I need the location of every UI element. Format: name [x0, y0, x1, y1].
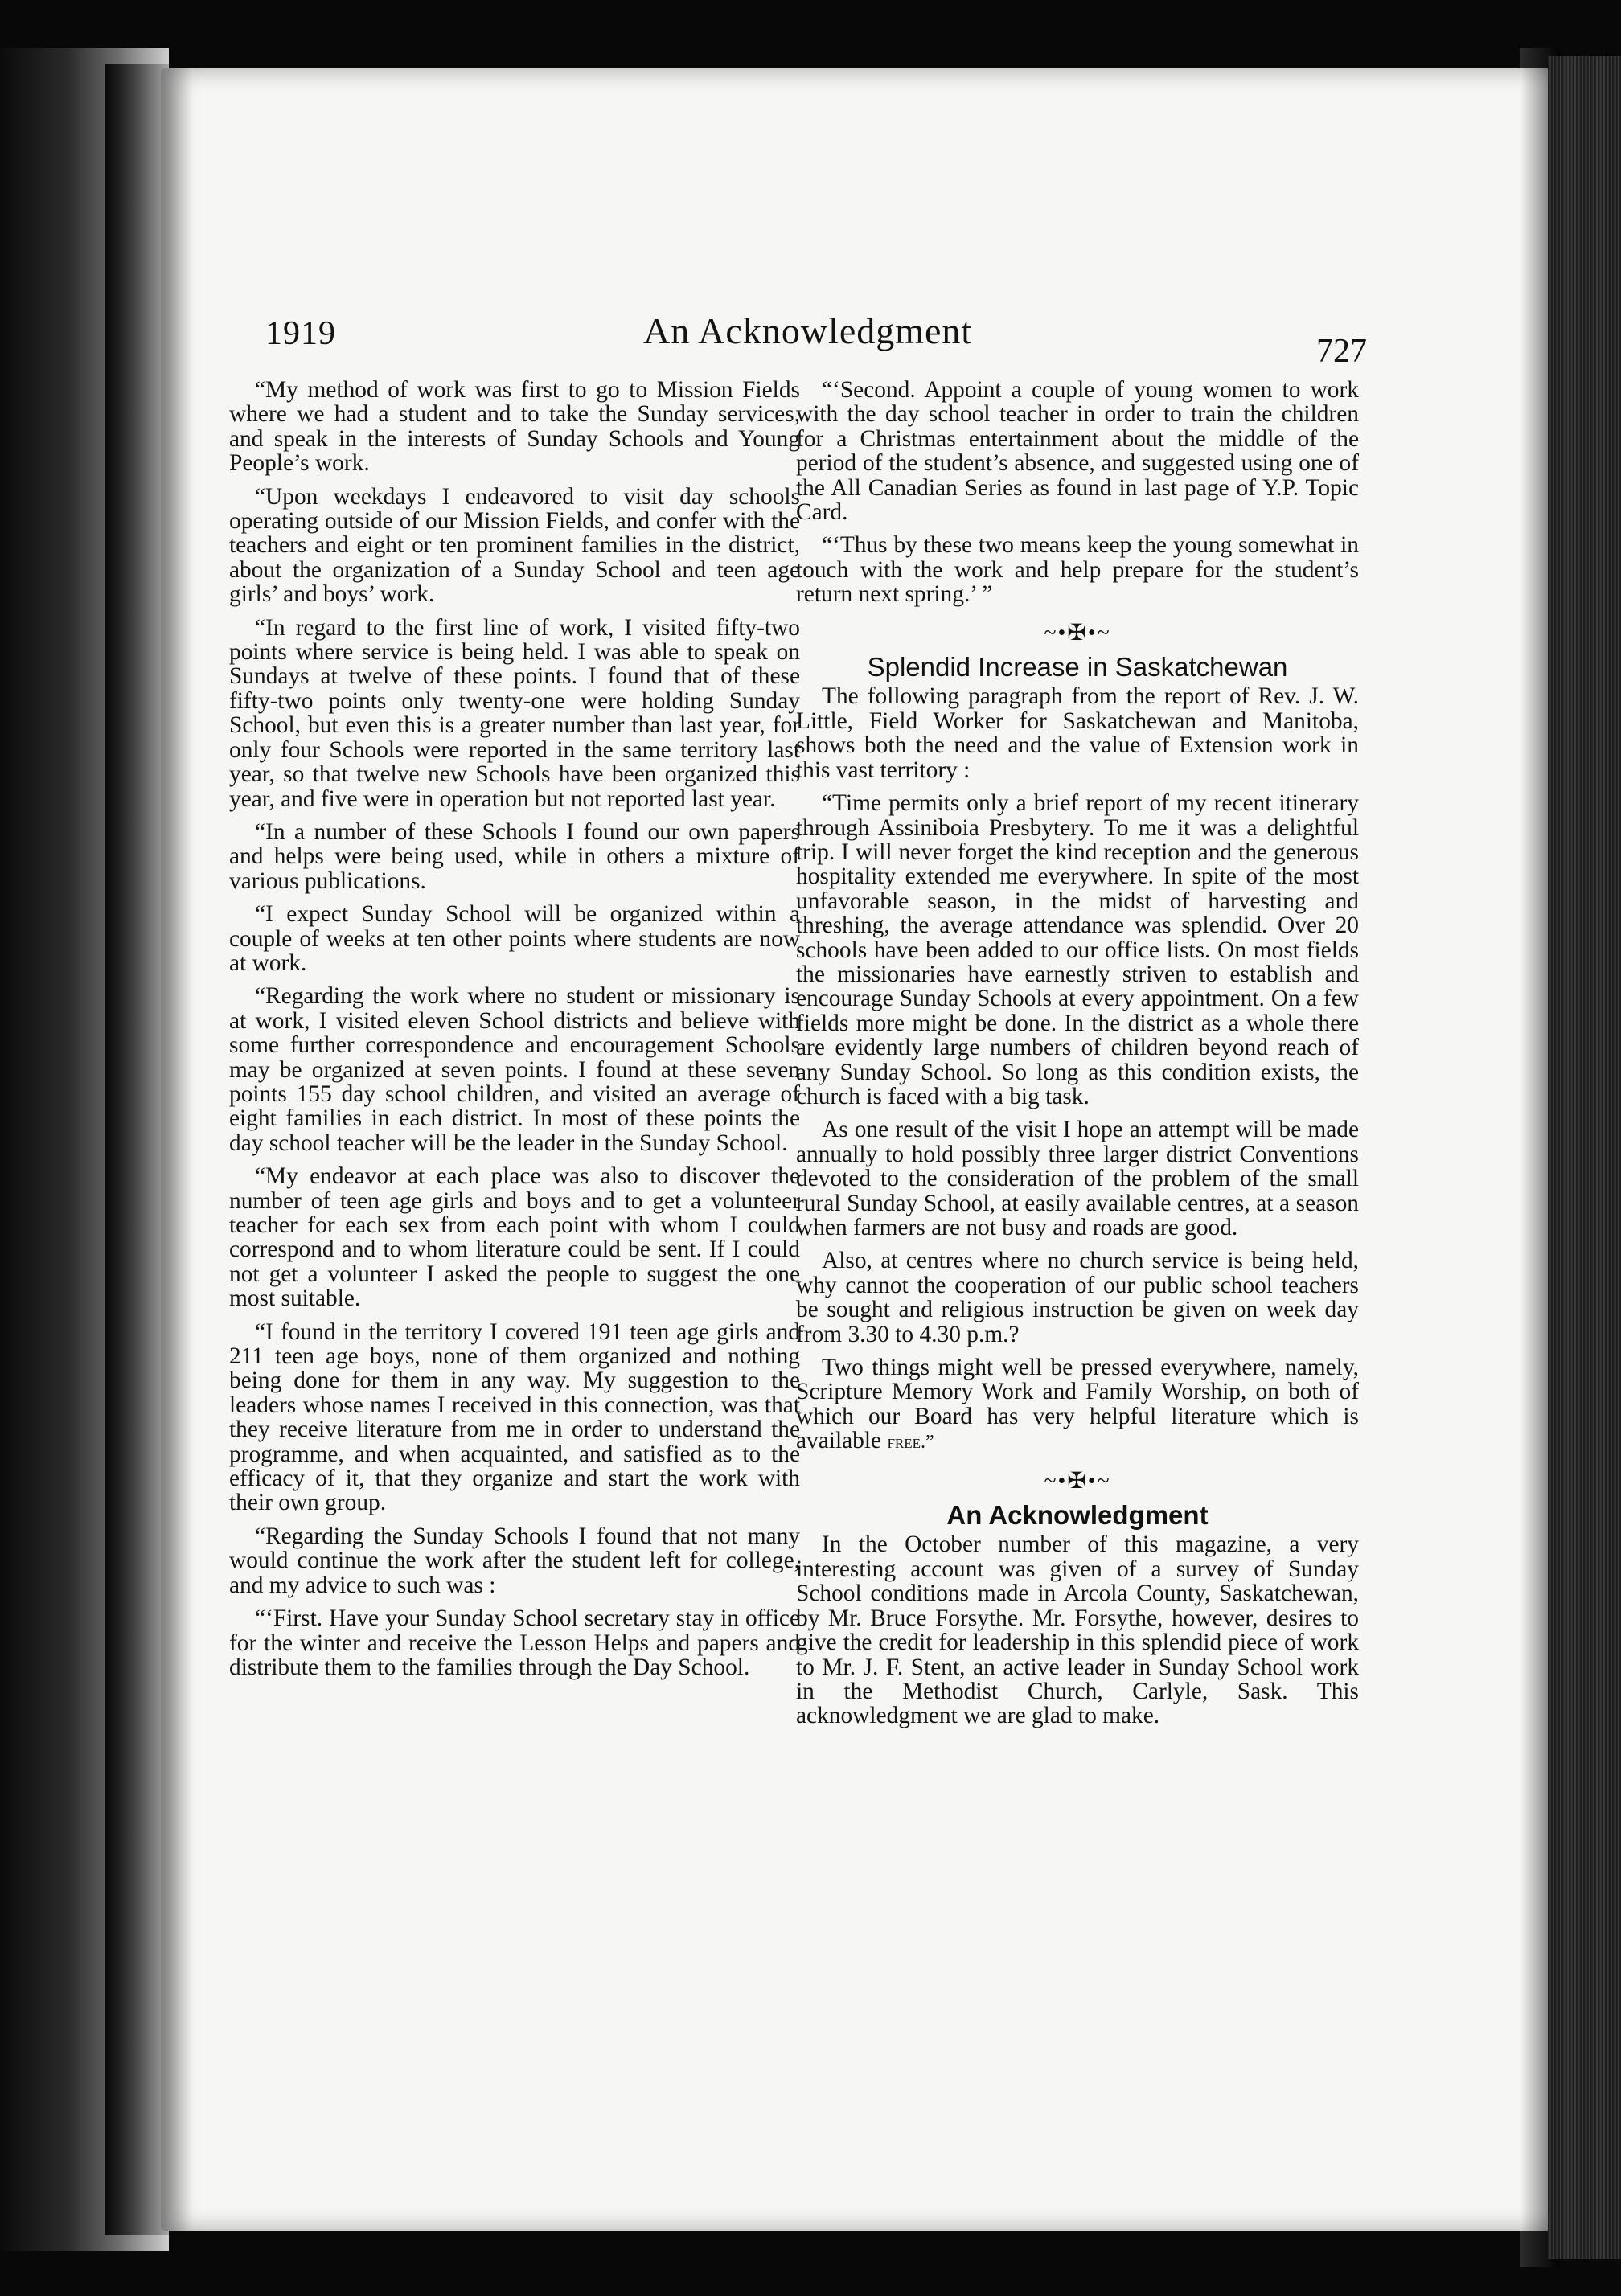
paragraph: “‘First. Have your Sunday School secretary stay in office for the winter and receive the Lesson Helps and papers and distribute them to the families through the Day School.: [229, 1605, 800, 1680]
paragraph: “My endeavor at each place was also to discover the number of teen age girls and boys and to get a volunteer teacher for each sex from each point with whom I could correspond and to whom literature could be sent. If I could not get a volunteer I asked the people to suggest the one most suitable.: [229, 1163, 800, 1312]
paragraph: “I expect Sunday School will be organized within a couple of weeks at ten other points where students are now at work.: [229, 901, 800, 976]
header-year: 1919: [265, 315, 336, 352]
right-column: [796, 378, 1359, 1737]
paragraph: “‘Thus by these two means keep the young somewhat in touch with the work and help prepare for the student’s return next spring.’ ”: [796, 532, 1359, 608]
left-column: [229, 378, 800, 1688]
section-heading-saskatchewan: Splendid Increase in Saskatchewan: [867, 652, 1288, 683]
small-caps-word: free.”: [887, 1432, 934, 1453]
paragraph: “Regarding the Sunday Schools I found that not many would continue the work after the student left for college, and my advice to such was :: [229, 1523, 800, 1598]
paragraph: In the October number of this magazine, a very interesting account was given of a survey of Sunday School conditions made in Arcola County, Saskatchewan, by Mr. Bruce Forsythe. Mr. Forsythe, however, desires to give the credit for leadership in this splendid piece of work to Mr. J. F. Stent, an active leader in Sunday School work in the Methodist Church, Carlyle, Sask. This acknowledgment we are glad to make.: [796, 1531, 1359, 1729]
header-title: An Acknowledgment: [643, 310, 973, 351]
section-heading-acknowledgment: An Acknowledgment: [946, 1500, 1209, 1531]
page-number: 727: [1316, 333, 1367, 370]
section-ornament: ~•✠•~: [1044, 1468, 1111, 1494]
paragraph: “In a number of these Schools I found our own papers and helps were being used, while in others a mixture of various publications.: [229, 818, 800, 894]
gutter-shadow: [105, 64, 193, 2235]
page-stack-edges: [1548, 56, 1621, 2259]
section-ornament: ~•✠•~: [1044, 620, 1111, 646]
paragraph: “My method of work was first to go to Mission Fields where we had a student and to take the Sunday services, and speak in the interests of Sunday Schools and Young People’s work.: [229, 377, 800, 477]
running-head: [265, 310, 1367, 370]
paragraph: [796, 1355, 1359, 1455]
paragraph: Also, at centres where no church service is being held, why cannot the cooperation of our public school teachers be sought and religious instruction be given on week day from 3.30 to 4.30 p.m.?: [796, 1248, 1359, 1347]
paragraph-text: Two things might well be pressed everywhere, namely, Scripture Memory Work and Family Worship, on both of which our Board has very helpful literature which is available: [796, 1355, 1359, 1454]
paragraph: “Regarding the work where no student or missionary is at work, I visited eleven School districts and believe with some further correspondence and encouragement Schools may be organized at seven points. I found at these seven points 155 day school children, and visited an average of eight families in each district. In most of these points the day school teacher will be the leader in the Sunday School.: [229, 983, 800, 1156]
paragraph: As one result of the visit I hope an attempt will be made annually to hold possibly three larger district Conventions devoted to the consideration of the problem of the small rural Sunday School, at easily available centres, at a season when farmers are not busy and roads are good.: [796, 1117, 1359, 1240]
paragraph: “Upon weekdays I endeavored to visit day schools operating outside of our Mission Fields, and confer with the teachers and eight or ten prominent families in the district, about the organization of a Sunday School and teen age girls’ and boys’ work.: [229, 483, 800, 608]
paragraph: “In regard to the first line of work, I visited fifty-two points where service is being held. I was able to speak on Sundays at twelve of these points. I found that of these fifty-two points only twenty-one were holding Sunday School, but even this is a greater number than last year, for only four Schools were reported in the same territory last year, so that twelve new Schools have been organized this year, and five were in operation but not reported last year.: [229, 614, 800, 812]
paragraph: “Time permits only a brief report of my recent itinerary through Assiniboia Presbytery. To me it was a delightful trip. I will never forget the kind reception and the generous hospitality extended me everywhere. In spite of the most unfavorable season, in the midst of harvesting and threshing, the average attendance was splendid. Over 20 schools have been added to our office lists. On most fields the missionaries have earnestly striven to establish and encourage Sunday Schools at every appointment. On a few fields more might be done. In the district as a whole there are evidently large numbers of children beyond reach of any Sunday School. So long as this condition exists, the church is faced with a big task.: [796, 790, 1359, 1109]
paragraph: “I found in the territory I covered 191 teen age girls and 211 teen age boys, none of them organized and nothing being done for them in any way. My suggestion to the leaders whose names I received in this connection, was that they receive literature from me in order to understand the programme, and when acquainted, and satisfied as to the efficacy of it, that they organize and start the work with their own group.: [229, 1318, 800, 1516]
paragraph: “‘Second. Appoint a couple of young women to work with the day school teacher in order to train the children for a Christmas entertainment about the middle of the period of the student’s absence, and suggested using one of the All Canadian Series as found in last page of Y.P. Topic Card.: [796, 377, 1359, 526]
paragraph: The following paragraph from the report of Rev. J. W. Little, Field Worker for Saskatchewan and Manitoba, shows both the need and the value of Extension work in this vast territory :: [796, 683, 1359, 783]
